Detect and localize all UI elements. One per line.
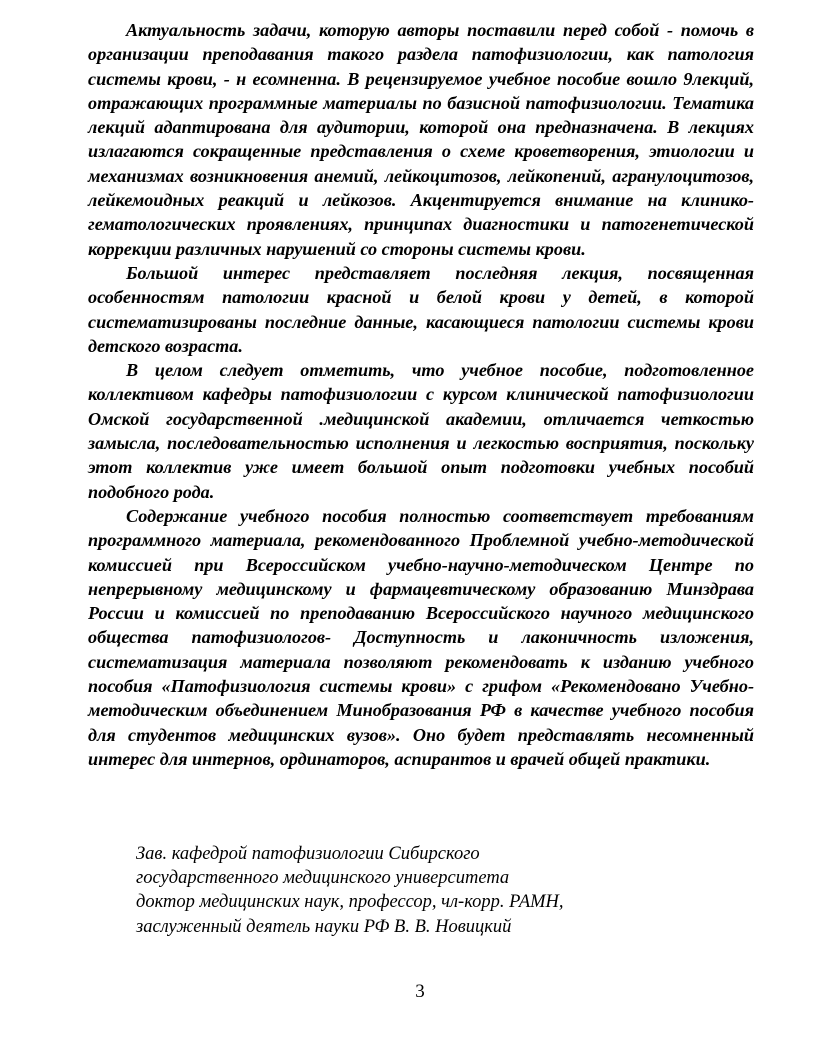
signature-line-degree: доктор медицинских наук, профессор, чл-корр. РАМН, [136, 892, 564, 913]
paragraph-general-assessment: В целом следует отметить, что учебное пособие, подготовленное коллективом кафедры патофизиологии с курсом клинической патофизиологии Омской государственной .медицинской академии, отличается четкостью замысла, последовательностью исполнения и легкостью восприятия, поскольку этот коллектив уже имеет большой опыт подготовки учебных пособий подобного рода. [88, 360, 754, 502]
signature-line-university: государственного медицинского университета [136, 868, 510, 889]
paragraph-last-lecture: Большой интерес представляет последняя лекция, посвященная особенностям патологии красной и белой крови у детей, в которой систематизированы последние данные, касающиеся патологии системы крови детского возраста. [88, 262, 754, 356]
paragraph-recommendation: Содержание учебного пособия полностью соответствует требованиям программного материала, рекомендованного Проблемной учебно-методической комиссией при Всероссийском учебно-научно-методическом Центре по непрерывному медицинскому и фармацевтическому образованию Минздрава России и комиссией по преподаванию Всероссийского научного медицинского общества патофизиологов- Доступность и лаконичность изложения, систематизация материала позволяют рекомендовать к изданию учебного пособия «Патофизиология системы крови» с грифом «Рекомендовано Учебно-методическим объединением Минобразования РФ в качестве учебного пособия для студентов медицинских вузов». Оно будет представлять несомненный интерес для интернов, ординаторов, аспирантов и врачей общей практики. [88, 505, 754, 769]
signature-line-name: заслуженный деятель науки РФ В. В. Новицкий [136, 916, 512, 937]
paragraph-relevance: Актуальность задачи, которую авторы поставили перед собой - помочь в организации преподавания такого раздела патофизиологии, как патология системы крови, - н есомненна. В рецензируемое учебное пособие вошло 9лекций, отражающих программные материалы по базисной патофизиологии. Тематика лекций адаптирована для аудитории, которой она предназначена. В лекциях излагаются сокращенные представления о схеме кроветворения, этиологии и механизмах возникновения анемий, лейкоцитозов, лейкопений, агранулоцитозов, лейкемоидных реакций и лейкозов. Акцентируется внимание на клинико-гематологических проявлениях, принципах диагностики и патогенетической коррекции различных нарушений со стороны системы крови. [88, 20, 754, 259]
page-number: 3 [415, 981, 425, 1002]
reviewer-signature-block [136, 842, 756, 939]
review-body [88, 18, 754, 771]
signature-line-position: Зав. кафедрой патофизиологии Сибирского [136, 844, 480, 864]
